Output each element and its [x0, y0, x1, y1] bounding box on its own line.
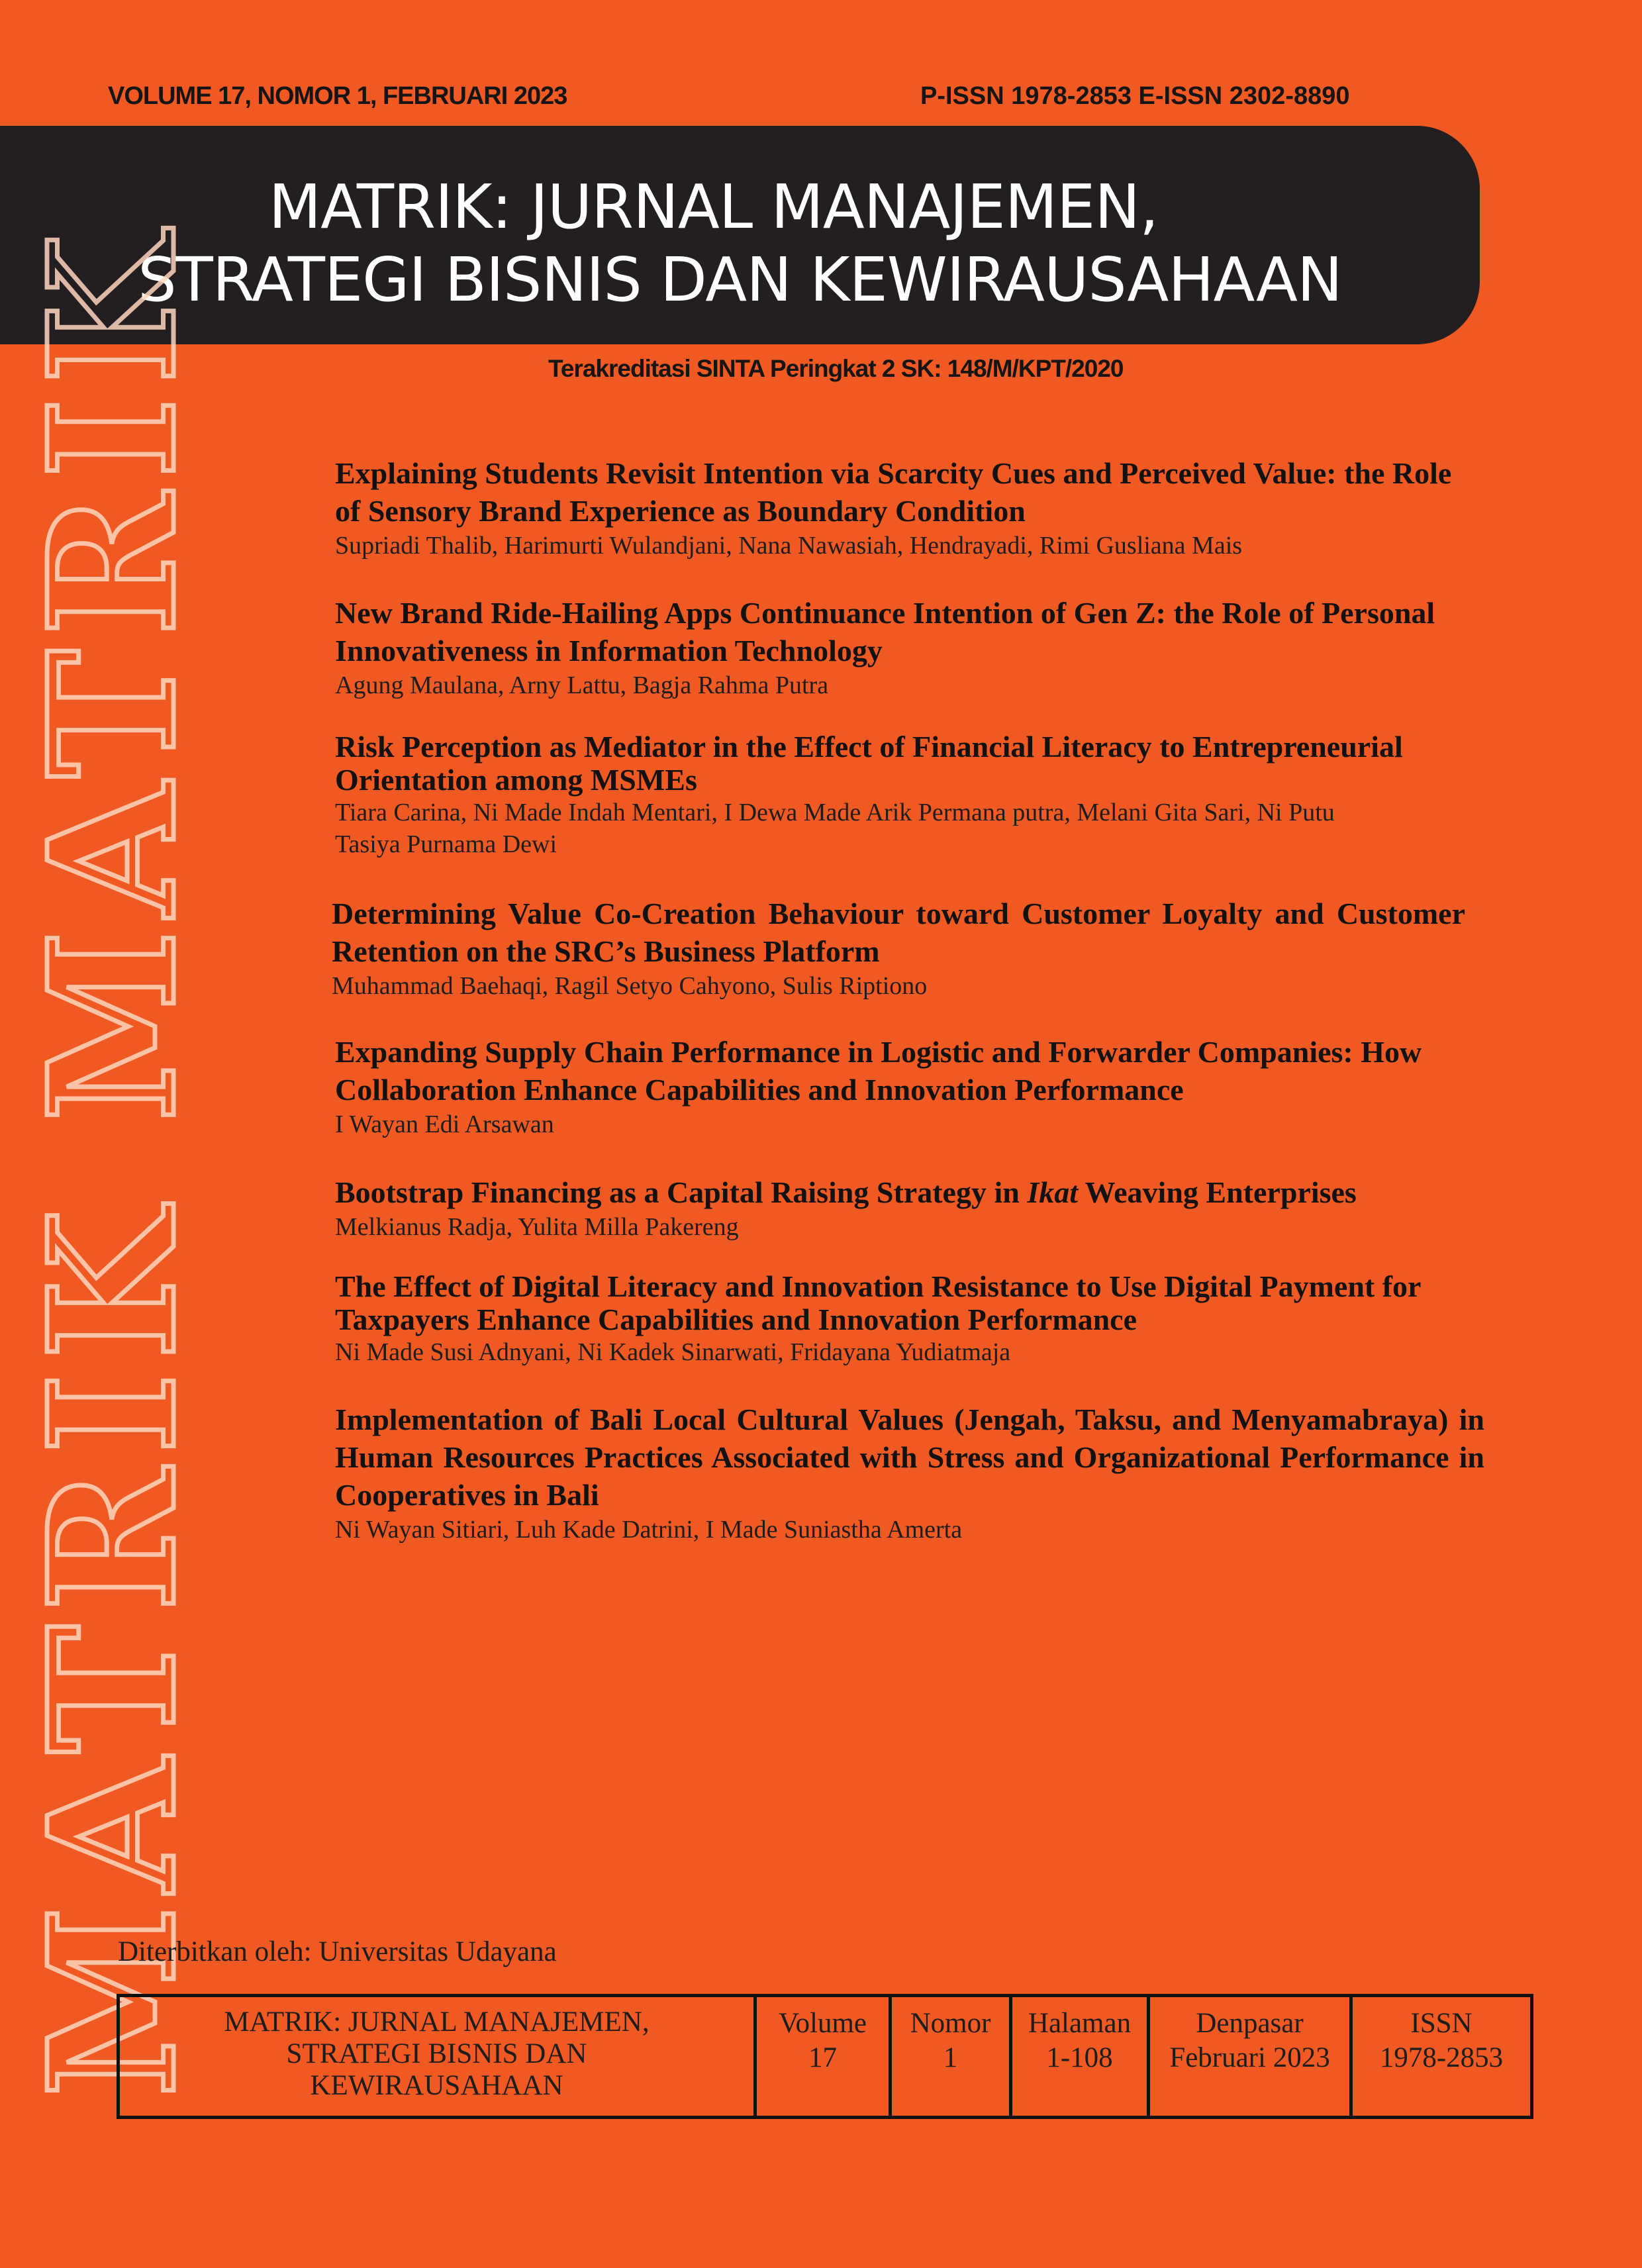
halaman-value: 1-108 — [1046, 2042, 1113, 2073]
article-authors: Melkianus Radja, Yulita Milla Pakereng — [335, 1213, 739, 1241]
issn-cell — [1353, 1997, 1530, 2116]
issn-info: P-ISSN 1978-2853 E-ISSN 2302-8890 — [920, 82, 1350, 110]
article-title-part: Bootstrap Financing as a Capital Raising Strategy in — [335, 1175, 1028, 1209]
journal-name-line: KEWIRAUSAHAAN — [310, 2070, 563, 2101]
publish-date: Februari 2023 — [1169, 2042, 1330, 2073]
article-authors: Ni Wayan Sitiari, Luh Kade Datrini, I Made Suniastha Amerta — [335, 1516, 963, 1544]
article-item[interactable] — [335, 1033, 1474, 1140]
article-authors: Tiara Carina, Ni Made Indah Mentari, I Dewa Made Arik Permana putra, Melani Gita Sari, Ni Putu Tasiya Purnama Dewi — [335, 799, 1335, 858]
article-title[interactable]: Risk Perception as Mediator in the Effect of Financial Literacy to Entrepreneurial Orientation among MSMEs — [335, 730, 1403, 797]
volume-cell — [757, 1997, 892, 2116]
journal-title — [0, 171, 1480, 317]
article-item[interactable] — [335, 1401, 1484, 1546]
article-title[interactable] — [335, 1173, 1484, 1211]
journal-title-line-1: MATRIK: JURNAL MANAJEMEN, — [268, 172, 1159, 242]
publisher-text: Diterbitkan oleh: Universitas Udayana — [118, 1936, 557, 1967]
journal-title-line-2: STRATEGI BISNIS DAN KEWIRAUSAHAAN — [138, 244, 1342, 315]
nomor-value: 1 — [943, 2042, 958, 2073]
issn-label: ISSN — [1410, 2008, 1473, 2039]
article-item[interactable] — [332, 895, 1465, 1002]
article-title[interactable]: Implementation of Bali Local Cultural Values (Jengah, Taksu, and Menyamabraya) in Human Resources Practices Associated with Stress and Organizational Performance in Cooperatives in Bali — [335, 1403, 1484, 1512]
journal-info-table — [117, 1994, 1533, 2119]
article-title[interactable]: Expanding Supply Chain Performance in Logistic and Forwarder Companies: How Collaboration Enhance Capabilities and Innovation Performance — [335, 1035, 1422, 1107]
article-item[interactable] — [335, 1270, 1474, 1368]
article-authors: Supriadi Thalib, Harimurti Wulandjani, Nana Nawasiah, Hendrayadi, Rimi Gusliana Mais — [335, 532, 1243, 560]
article-authors: Agung Maulana, Arny Lattu, Bagja Rahma Putra — [335, 671, 829, 699]
article-authors: Ni Made Susi Adnyani, Ni Kadek Sinarwati, Fridayana Yudiatmaja — [335, 1338, 1011, 1366]
article-item[interactable] — [335, 730, 1514, 860]
accreditation-text: Terakreditasi SINTA Peringkat 2 SK: 148/M/KPT/2020 — [548, 355, 1124, 382]
volume-label: Volume — [779, 2008, 867, 2039]
article-title[interactable]: The Effect of Digital Literacy and Innovation Resistance to Use Digital Payment for Taxpayers Enhance Capabilities and Innovation Performance — [335, 1269, 1421, 1336]
issn-value: 1978-2853 — [1379, 2042, 1504, 2073]
article-title-italic: Ikat — [1027, 1175, 1078, 1209]
article-title[interactable]: New Brand Ride-Hailing Apps Continuance Intention of Gen Z: the Role of Personal Innovativeness in Information Technology — [335, 596, 1435, 667]
article-item[interactable] — [335, 594, 1484, 701]
article-item[interactable] — [335, 1173, 1484, 1243]
city: Denpasar — [1196, 2008, 1304, 2039]
halaman-label: Halaman — [1028, 2008, 1132, 2039]
nomor-cell — [892, 1997, 1012, 2116]
article-authors: Muhammad Baehaqi, Ragil Setyo Cahyono, Sulis Riptiono — [332, 972, 928, 1000]
article-item[interactable] — [335, 454, 1484, 562]
journal-name-line: MATRIK: JURNAL MANAJEMEN, — [224, 2006, 650, 2038]
article-title-part: Weaving Enterprises — [1078, 1175, 1357, 1209]
journal-name-cell — [120, 1997, 757, 2116]
nomor-label: Nomor — [910, 2008, 991, 2039]
volume-info: VOLUME 17, NOMOR 1, FEBRUARI 2023 — [108, 82, 567, 110]
volume-value: 17 — [808, 2042, 837, 2073]
article-authors: I Wayan Edi Arsawan — [335, 1110, 554, 1138]
article-title[interactable]: Explaining Students Revisit Intention via Scarcity Cues and Perceived Value: the Role of Sensory Brand Experience as Boundary Condition — [335, 456, 1452, 528]
watermark-text: MATRIK MATRIK — [11, 220, 215, 2098]
journal-name-line: STRATEGI BISNIS DAN — [286, 2038, 587, 2069]
article-title[interactable]: Determining Value Co-Creation Behaviour toward Customer Loyalty and Customer Retention on the SRC’s Business Platform — [332, 897, 1465, 968]
place-date-cell — [1150, 1997, 1353, 2116]
halaman-cell — [1012, 1997, 1150, 2116]
